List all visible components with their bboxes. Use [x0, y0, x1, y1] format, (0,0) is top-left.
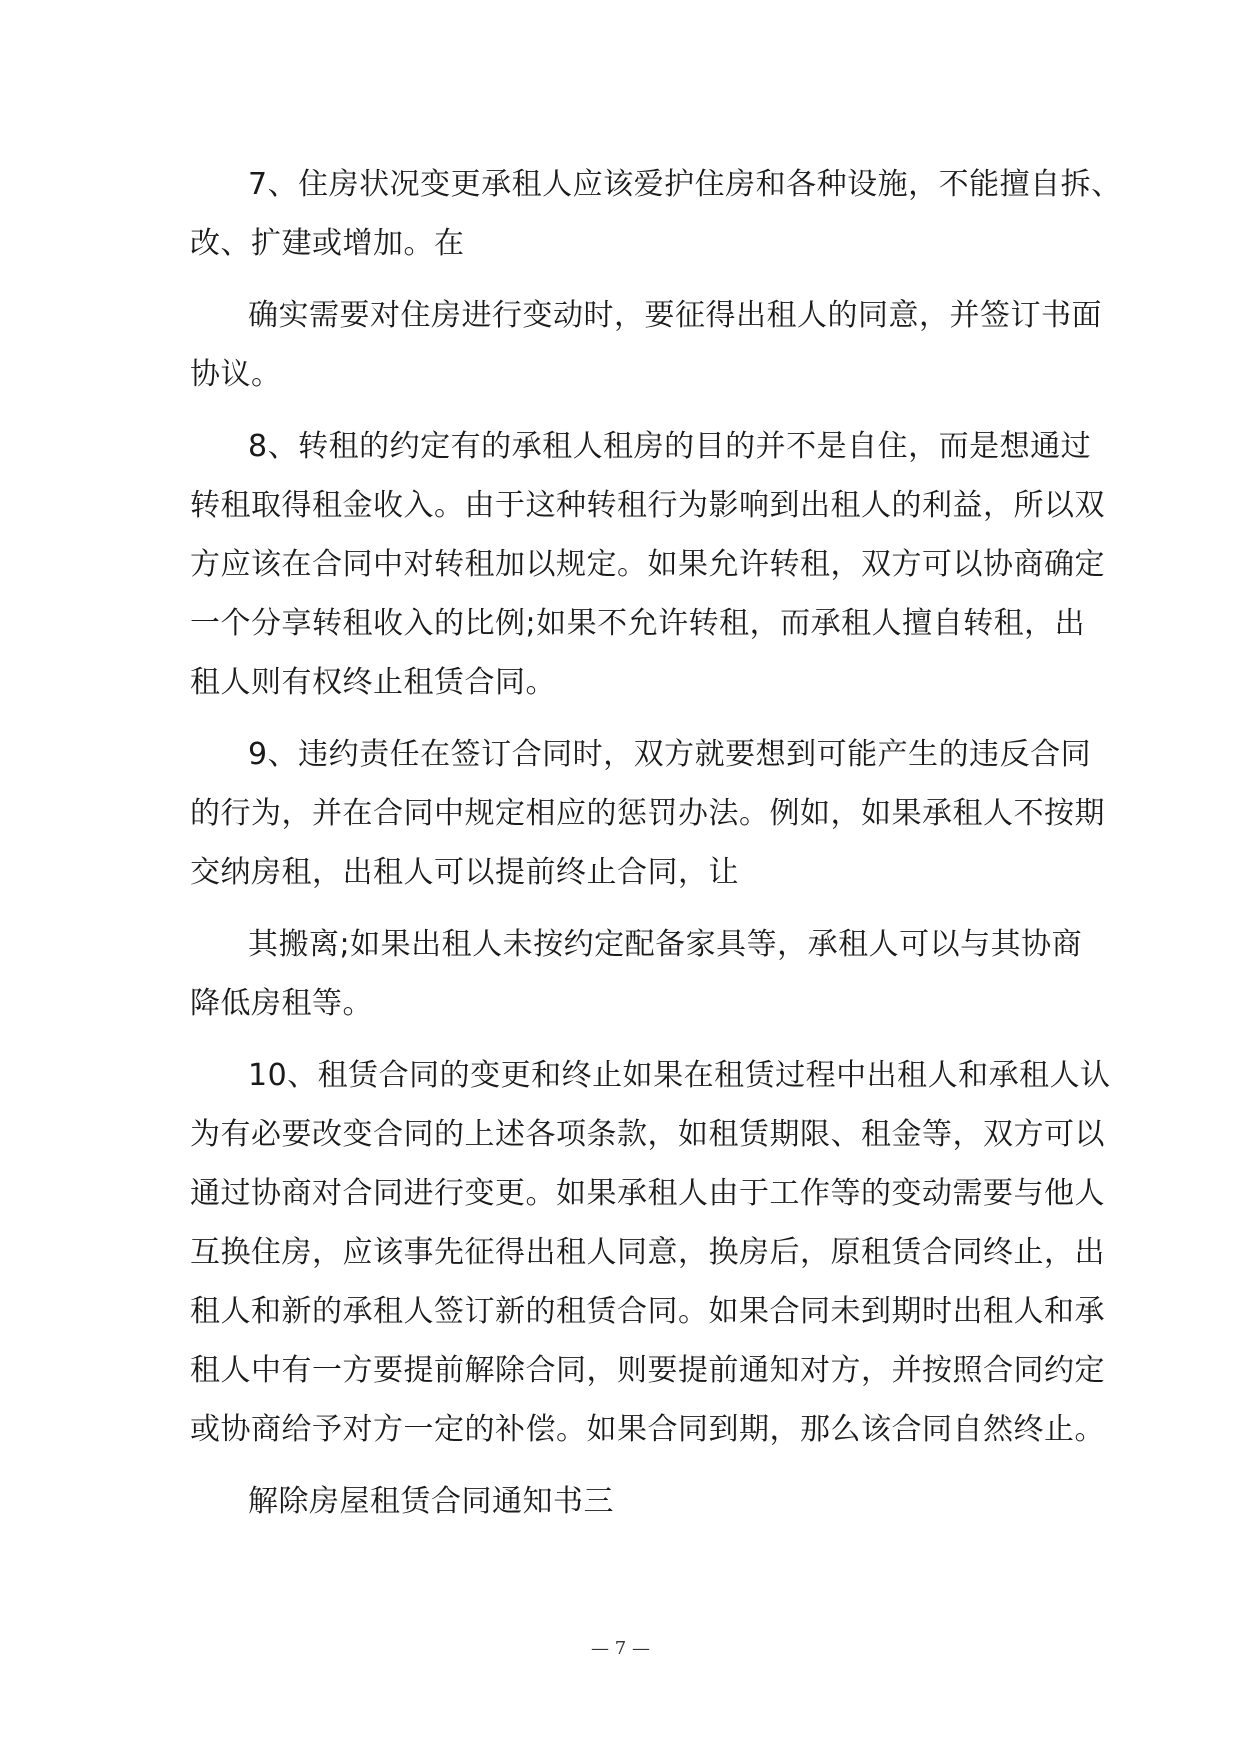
- text-line: 租人中有一方要提前解除合同，则要提前通知对方，并按照合同约定: [190, 1353, 1105, 1388]
- text-line: 为有必要改变合同的上述各项条款，如租赁期限、租金等，双方可以: [190, 1117, 1105, 1152]
- text-line: 改、扩建或增加。在: [190, 226, 465, 261]
- text-line: 确实需要对住房进行变动时，要征得出租人的同意，并签订书面: [248, 298, 1102, 333]
- text-line: 7、住房状况变更承租人应该爱护住房和各种设施，不能擅自拆、: [248, 167, 1122, 202]
- text-line: 转租取得租金收入。由于这种转租行为影响到出租人的利益，所以双: [190, 488, 1105, 523]
- text-line: 10、租赁合同的变更和终止如果在租赁过程中出租人和承租人认: [248, 1058, 1111, 1093]
- page-number: — 7 —: [591, 1638, 650, 1659]
- text-line: 通过协商对合同进行变更。如果承租人由于工作等的变动需要与他人: [190, 1176, 1105, 1211]
- text-line: 降低房租等。: [190, 986, 373, 1021]
- text-line: 协议。: [190, 357, 282, 392]
- text-line: 或协商给予对方一定的补偿。如果合同到期，那么该合同自然终止。: [190, 1412, 1105, 1447]
- text-line: 8、转租的约定有的承租人租房的目的并不是自住，而是想通过: [248, 429, 1092, 464]
- text-line: 9、违约责任在签订合同时，双方就要想到可能产生的违反合同: [248, 737, 1092, 772]
- text-line: 一个分享转租收入的比例;如果不允许转租，而承租人擅自转租，出: [190, 606, 1086, 641]
- text-line: 租人和新的承租人签订新的租赁合同。如果合同未到期时出租人和承: [190, 1294, 1105, 1329]
- text-line: 租人则有权终止租赁合同。: [190, 665, 556, 700]
- section-heading: 解除房屋租赁合同通知书三: [248, 1484, 614, 1519]
- text-line: 其搬离;如果出租人未按约定配备家具等，承租人可以与其协商: [248, 927, 1083, 962]
- text-line: 互换住房，应该事先征得出租人同意，换房后，原租赁合同终止，出: [190, 1235, 1105, 1270]
- text-line: 的行为，并在合同中规定相应的惩罚办法。例如，如果承租人不按期: [190, 796, 1105, 831]
- text-line: 方应该在合同中对转租加以规定。如果允许转租，双方可以协商确定: [190, 547, 1105, 582]
- text-line: 交纳房租，出租人可以提前终止合同，让: [190, 855, 739, 890]
